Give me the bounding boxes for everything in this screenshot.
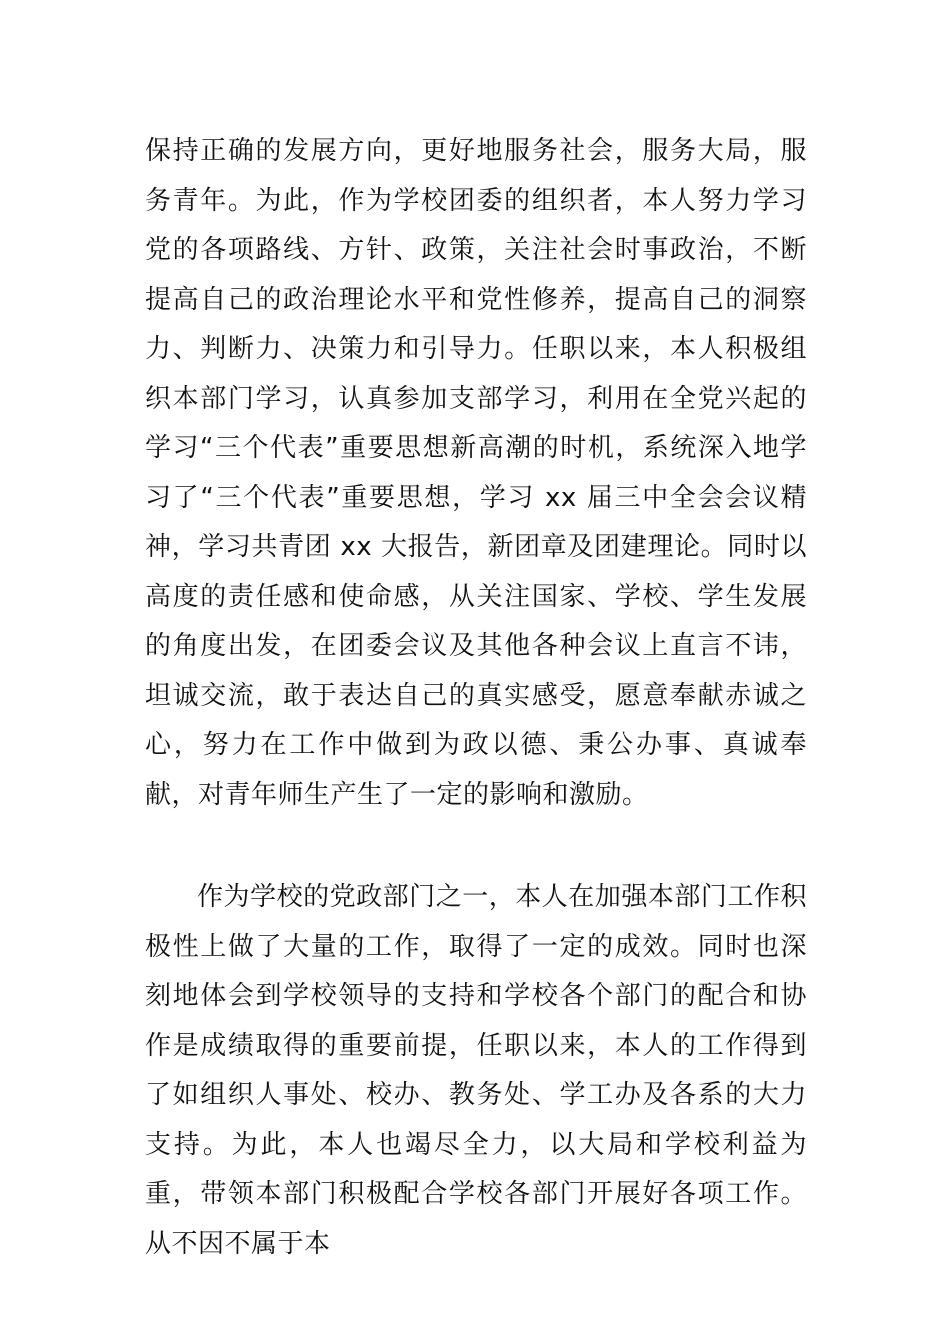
body-paragraph-1: 保持正确的发展方向，更好地服务社会，服务大局，服务青年。为此，作为学校团委的组织者，本人努力学习党的各项路线、方针、政策，关注社会时事政治，不断提高自己的政治理论水平和党性修养，提高自己的洞察力、判断力、决策力和引导力。任职以来，本人积极组织本部门学习，认真参加支部学习，利用在全党兴起的学习“三个代表”重要思想新高潮的时机，系统深入地学习了“三个代表”重要思想，学习 xx 届三中全会会议精神，学习共青团 xx 大报告，新团章及团建理论。同时以高度的责任感和使命感，从关注国家、学校、学生发展的角度出发，在团委会议及其他各种会议上直言不讳，坦诚交流，敢于表达自己的真实感受，愿意奉献赤诚之心，努力在工作中做到为政以德、秉公办事、真诚奉献，对青年师生产生了一定的影响和激励。: [145, 136, 807, 810]
body-paragraph-2: 作为学校的党政部门之一，本人在加强本部门工作积极性上做了大量的工作，取得了一定的成效。同时也深刻地体会到学校领导的支持和学校各个部门的配合和协作是成绩取得的重要前提，任职以来，本人的工作得到了如组织人事处、校办、教务处、学工办及各系的大力支持。为此，本人也竭尽全力，以大局和学校利益为重，带领本部门积极配合学校各部门开展好各项工作。从不因不属于本: [145, 882, 807, 1259]
